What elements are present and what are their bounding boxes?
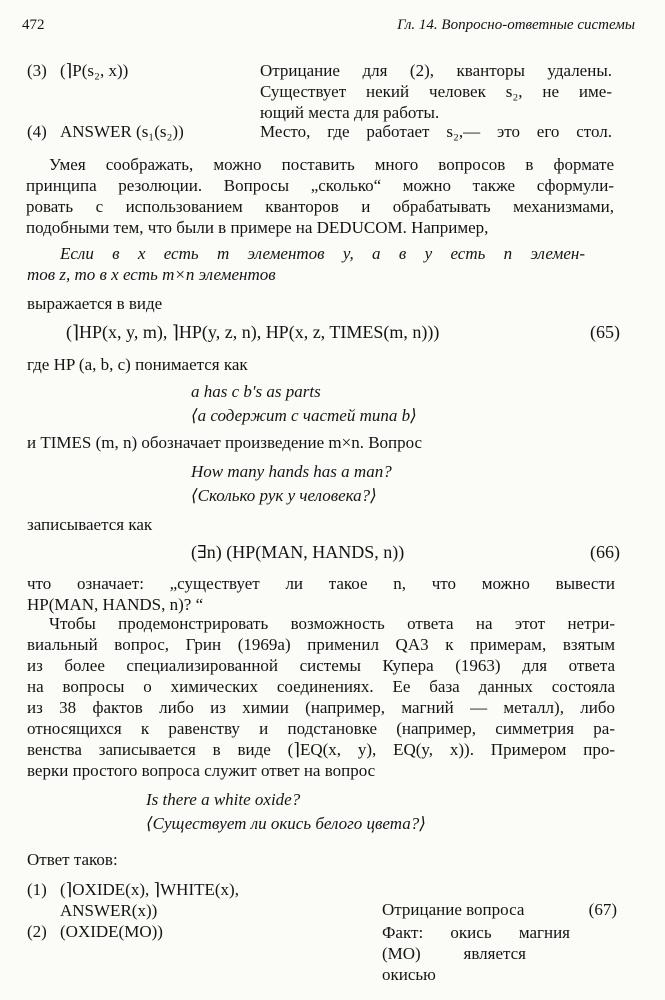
paragraph-line: на вопросы о химических соединениях. Ее база данных состояла: [27, 677, 615, 696]
example-russian: ⟨Существует ли окись белого цвета?⟩: [146, 814, 426, 833]
formula-expr: (OXIDE(MO)): [60, 922, 163, 941]
paragraph-line: относящихся к равенству и подстановке (например, симметрия ра-: [27, 719, 615, 738]
formula-65: (⌉HP(x, y, m), ⌉HP(y, z, n), HP(x, z, TIMES(m, n))): [66, 322, 440, 342]
text-line: где HP (a, b, c) понимается как: [27, 355, 248, 374]
equation-number: (66): [590, 542, 620, 562]
paragraph-line: принципа резолюции. Вопросы „сколько“ можно также сформули-: [26, 176, 614, 195]
description-line: Отрицание для (2), кванторы удалены.: [260, 61, 612, 80]
paragraph-line: подобными тем, что были в примере на DEDUCOM. Например,: [26, 218, 489, 237]
description-line: Отрицание вопроса: [382, 900, 525, 919]
list-item-number: (4): [27, 122, 47, 141]
page-number: 472: [22, 17, 45, 33]
paragraph-line: из 38 фактов либо из химии (например, магний — металл), либо: [27, 698, 615, 717]
formula-expr: (⌉P(s₂, x)): [60, 61, 129, 80]
list-item-number: (3): [27, 61, 47, 80]
paragraph-line: Умея соображать, можно поставить много вопросов в формате: [49, 155, 614, 174]
formula-expr: (⌉OXIDE(x), ⌉WHITE(x),: [60, 880, 239, 899]
paragraph-line: Чтобы продемонстрировать возможность ответа на этот нетри-: [49, 614, 615, 633]
example-english: Is there a white oxide?: [146, 790, 301, 809]
paragraph-line: верки простого вопроса служит ответ на вопрос: [27, 761, 376, 780]
italic-example-line: Если в x есть m элементов y, а в y есть n элемен-: [60, 244, 585, 263]
formula-expr: ANSWER(x)): [60, 901, 158, 920]
text-line: записывается как: [27, 515, 153, 534]
running-title: Гл. 14. Вопросно-ответные системы: [397, 17, 635, 33]
description-line: Существует некий человек s₂, не име-: [260, 82, 612, 101]
example-russian: ⟨Сколько рук у человека?⟩: [191, 486, 377, 505]
text-line: и TIMES (m, n) обозначает произведение m×n. Вопрос: [27, 433, 423, 452]
example-english: a has c b's as parts: [191, 382, 321, 401]
text-line: Ответ таков:: [27, 850, 118, 869]
example-english: How many hands has a man?: [191, 462, 392, 481]
paragraph-line: виальный вопрос, Грин (1969a) применил QA3 к примерам, взятым: [27, 635, 615, 654]
text-line: HP(MAN, HANDS, n)? “: [27, 595, 204, 614]
description-line: Место, где работает s₂,— это его стол.: [260, 122, 612, 141]
example-russian: ⟨a содержит c частей типа b⟩: [191, 406, 417, 425]
list-item-number: (2): [27, 922, 47, 941]
paragraph-line: из более специализированной системы Купера (1963) для ответа: [27, 656, 615, 675]
description-line: Факт: окись магния: [382, 923, 570, 942]
formula-expr: ANSWER (s₁(s₂)): [60, 122, 184, 141]
equation-number: (65): [590, 322, 620, 342]
text-line: что означает: „существует ли такое n, что можно вывести: [27, 574, 615, 593]
paragraph-line: венства записывается в виде (⌉EQ(x, y), EQ(y, x)). Примером про-: [27, 740, 615, 759]
paragraph-line: ровать с использованием кванторов и обрабатывать механизмами,: [26, 197, 614, 216]
list-item-number: (1): [27, 880, 47, 899]
formula-66: (∃n) (HP(MAN, HANDS, n)): [191, 542, 405, 562]
description-line: (MO) является: [382, 944, 526, 963]
text-line: выражается в виде: [27, 294, 163, 313]
equation-number: (67): [588, 900, 617, 919]
italic-example-line: тов z, то в x есть m×n элементов: [27, 265, 276, 284]
description-line: окисью: [382, 965, 436, 984]
description-line: ющий места для работы.: [260, 103, 440, 122]
